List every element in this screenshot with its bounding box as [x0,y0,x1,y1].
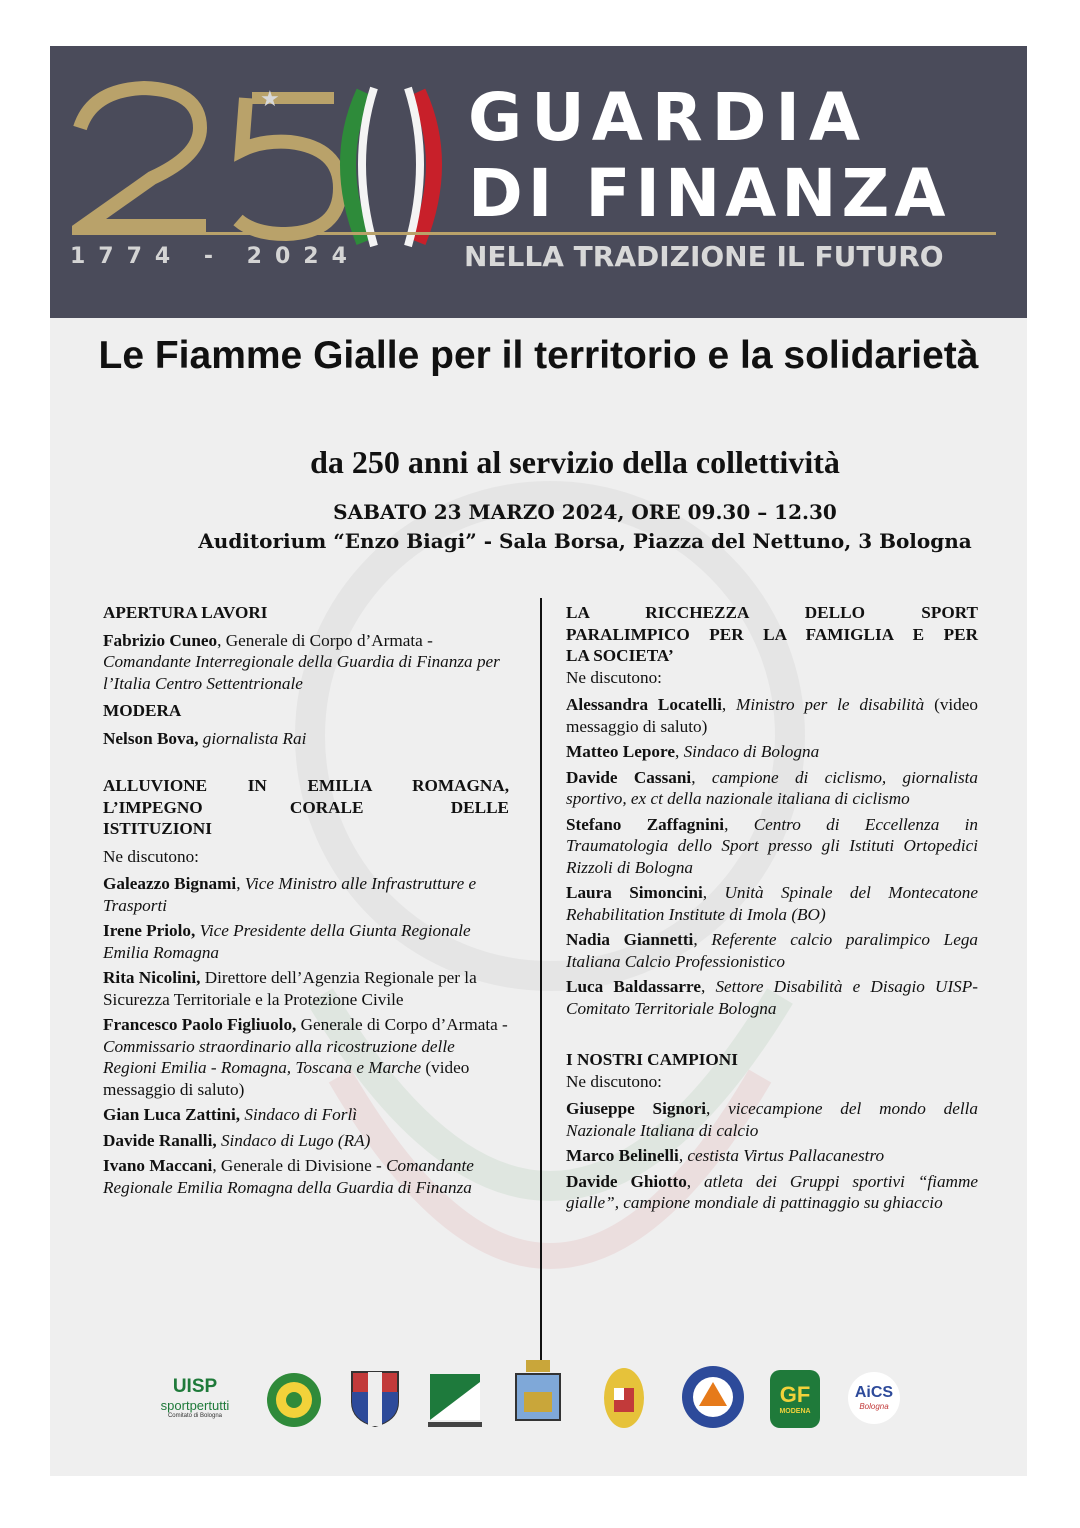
regione-emilia-romagna-logo [428,1372,482,1428]
speaker-sep: , [674,742,680,761]
speaker-sep: , [686,1171,692,1191]
speaker-name: Davide Ranalli, [103,1130,217,1150]
aics-bologna-logo [848,1372,900,1424]
section-heading-modera: MODERA [103,701,182,720]
uisp-logo [150,1376,240,1419]
banner-years: 1774 - 2024 [70,244,360,269]
speaker-italic: - Commissario straordinario alla ricostruzione delle Regioni Emilia - Romagna, Toscana e Marche [103,1015,508,1077]
poster-sheet [50,46,1027,1476]
speaker-entry [566,929,978,972]
speaker-sep: , [678,1146,684,1165]
protezione-civile-logo [680,1364,746,1430]
speaker-name: Stefano Zaffagnini [566,814,725,834]
speaker-name: Luca Baldassarre [566,977,701,996]
speaker-after: (video messaggio di saluto) [566,695,978,736]
event-subtitle: da 250 anni al servizio della collettività [310,444,840,480]
section-heading-alluvione-line1: ALLUVIONE IN EMILIA ROMAGNA, [103,776,509,795]
gf-modena-logo-name: GF [779,1382,811,1407]
speaker-entry [103,1130,509,1152]
speaker-list [103,873,509,1198]
speaker-name: Nadia Giannetti [566,930,694,949]
section-heading-apertura: APERTURA LAVORI [103,603,268,622]
speaker-italic: Sindaco di Lugo (RA) [216,1130,371,1150]
speaker-list [566,694,978,1019]
speaker-name: Rita Nicolini, [103,968,201,987]
uisp-logo-name: UISP [172,1376,218,1397]
speaker-sep: , [702,883,708,902]
svg-text:★: ★ [260,87,280,112]
speaker-italic: Unità Spinale del Montecatone Rehabilitation Institute di Imola (BO) [566,883,978,924]
speaker-entry [566,1098,978,1141]
speaker-name: Matteo Lepore [566,742,675,761]
speaker-italic: Comandante Regionale Emilia Romagna della Guardia di Finanza [103,1156,474,1197]
speaker-italic: Sindaco di Forlì [240,1105,358,1124]
speaker-plain: Generale di Corpo d’Armata [296,1015,498,1034]
speaker-role: , Generale di Corpo d’Armata [217,630,423,650]
speaker-italic: Ministro per le disabilità [726,695,925,714]
speaker-name: Davide Cassani [566,767,692,787]
250-logo [72,76,492,256]
speaker-entry [566,976,978,1019]
speaker-entry [103,1014,509,1100]
speaker-sep: , [724,814,729,834]
speaker-italic: vicecampione del mondo della Nazionale Italiana di calcio [566,1099,978,1140]
speaker-italic: Sindaco di Bologna [679,742,820,761]
aics-logo-name: AiCS [854,1384,894,1401]
banner-divider [72,232,996,235]
speaker-entry [103,873,509,916]
aics-logo-sub: Bologna [859,1402,889,1411]
speaker-after: (video messaggio di saluto) [103,1058,470,1099]
sponsor-logos [150,1368,950,1438]
speaker-name: Galeazzo Bignami [103,874,237,893]
speaker-entry [566,814,978,879]
speaker-sep: , [700,977,706,996]
speaker-entry [566,1145,978,1167]
municipal-crest-logo [510,1358,566,1432]
speaker-sep: , [236,874,241,893]
intro-text: Ne discutono: [566,667,662,687]
moderator-role: giornalista Rai [198,728,307,748]
uisp-logo-sub: Comitato di Bologna [167,1413,223,1419]
speaker-entry [103,920,509,963]
moderator-entry [103,728,509,750]
column-divider [540,598,542,1370]
section-heading-sport-line1: LA RICCHEZZA DELLO SPORT [566,603,978,622]
event-title: Le Fiamme Gialle per il territorio e la solidarietà [98,334,979,377]
section-heading-sport-line2: PARALIMPICO PER LA FAMIGLIA E PER [566,624,978,644]
moderator-name: Nelson Bova, [103,728,199,748]
speaker-sep: , [721,695,727,714]
speaker-italic: Vice Presidente della Giunta Regionale Emilia Romagna [103,921,471,962]
speaker-entry [103,1155,509,1198]
speaker-entry [566,741,978,763]
section-heading-campioni: I NOSTRI CAMPIONI [566,1050,738,1069]
speaker-name: Fabrizio Cuneo [103,630,218,650]
gf-modena-logo-sub: MODENA [779,1408,811,1415]
section-heading-alluvione-line2: L’IMPEGNO CORALE DELLE [103,797,509,817]
speaker-name: Davide Ghiotto [566,1171,687,1191]
speaker-sep: , [691,767,696,787]
speaker-name: Giuseppe Signori [566,1099,707,1118]
event-place: Auditorium “Enzo Biagi” - Sala Borsa, Piazza del Nettuno, 3 Bologna [198,529,972,553]
speaker-entry [566,767,978,810]
speaker-entry [103,967,509,1010]
speaker-italic: Vice Ministro alle Infrastrutture e Trasporti [103,874,477,915]
speaker-italic: campione di ciclismo, giornalista sportivo, ex ct della nazionale italiana di ciclismo [566,767,978,808]
speaker-entry [566,1171,978,1214]
speaker-italic: cestista Virtus Pallacanestro [683,1146,885,1165]
sport-club-logo [266,1372,322,1428]
speaker-name: Laura Simoncini [566,883,703,902]
anniversary-banner [50,46,1027,318]
speaker-name: Alessandra Locatelli [566,695,722,714]
section-heading-sport-line3: LA SOCIETA’ [566,646,674,665]
speaker-plain: Generale di Divisione - [216,1156,382,1175]
speaker-sep: , [693,930,698,949]
intro-text: Ne discutono: [103,846,199,866]
speaker-sep: , [706,1099,711,1118]
speaker-sep: , [212,1156,217,1175]
section-heading-alluvione-line3: ISTITUZIONI [103,819,212,838]
banner-title [468,80,1008,232]
intro-text: Ne discutono: [566,1071,662,1091]
coat-of-arms-logo [348,1368,402,1428]
speaker-entry [103,1104,509,1126]
uisp-logo-tag: sportpertutti [160,1398,230,1413]
speaker-list [566,1098,978,1214]
speaker-name: Ivano Maccani [103,1156,213,1175]
event-date: SABATO 23 MARZO 2024, ORE 09.30 – 12.30 [333,500,837,524]
speaker-name: Gian Luca Zattini, [103,1105,241,1124]
banner-title-line2: DI FINANZA [468,155,951,232]
speaker-name: Francesco Paolo Figliuolo, [103,1015,297,1034]
bologna-crest-logo [602,1362,646,1432]
speaker-role-italic: - Comandante Interregionale della Guardia di Finanza per l’Italia Centro Settentrionale [103,630,500,693]
speaker-name: Irene Priolo, [103,921,196,940]
right-column [566,602,978,1218]
speaker-name: Marco Belinelli [566,1146,679,1165]
speaker-plain: Direttore dell’Agenzia Regionale per la Sicurezza Territoriale e la Protezione Civile [103,968,477,1009]
left-column [103,602,509,1202]
speaker-italic: Centro di Eccellenza in Traumatologia dello Sport presso gli Istituti Ortopedici Rizzoli di Bologna [566,814,978,877]
gf-modena-logo [770,1370,820,1428]
banner-motto: NELLA TRADIZIONE IL FUTURO [464,240,944,273]
speaker-italic: Referente calcio paralimpico Lega Italiana Calcio Professionistico [566,930,979,971]
speaker-italic: atleta dei Gruppi sportivi “fiamme gialle”, campione mondiale di pattinaggio su ghiaccio [566,1171,978,1212]
speaker-entry [566,882,978,925]
banner-title-line1: GUARDIA [468,79,870,156]
speaker-entry [566,694,978,737]
speaker-italic: Settore Disabilità e Disagio UISP- Comitato Territoriale Bologna [566,977,978,1018]
speaker-entry [103,630,509,695]
